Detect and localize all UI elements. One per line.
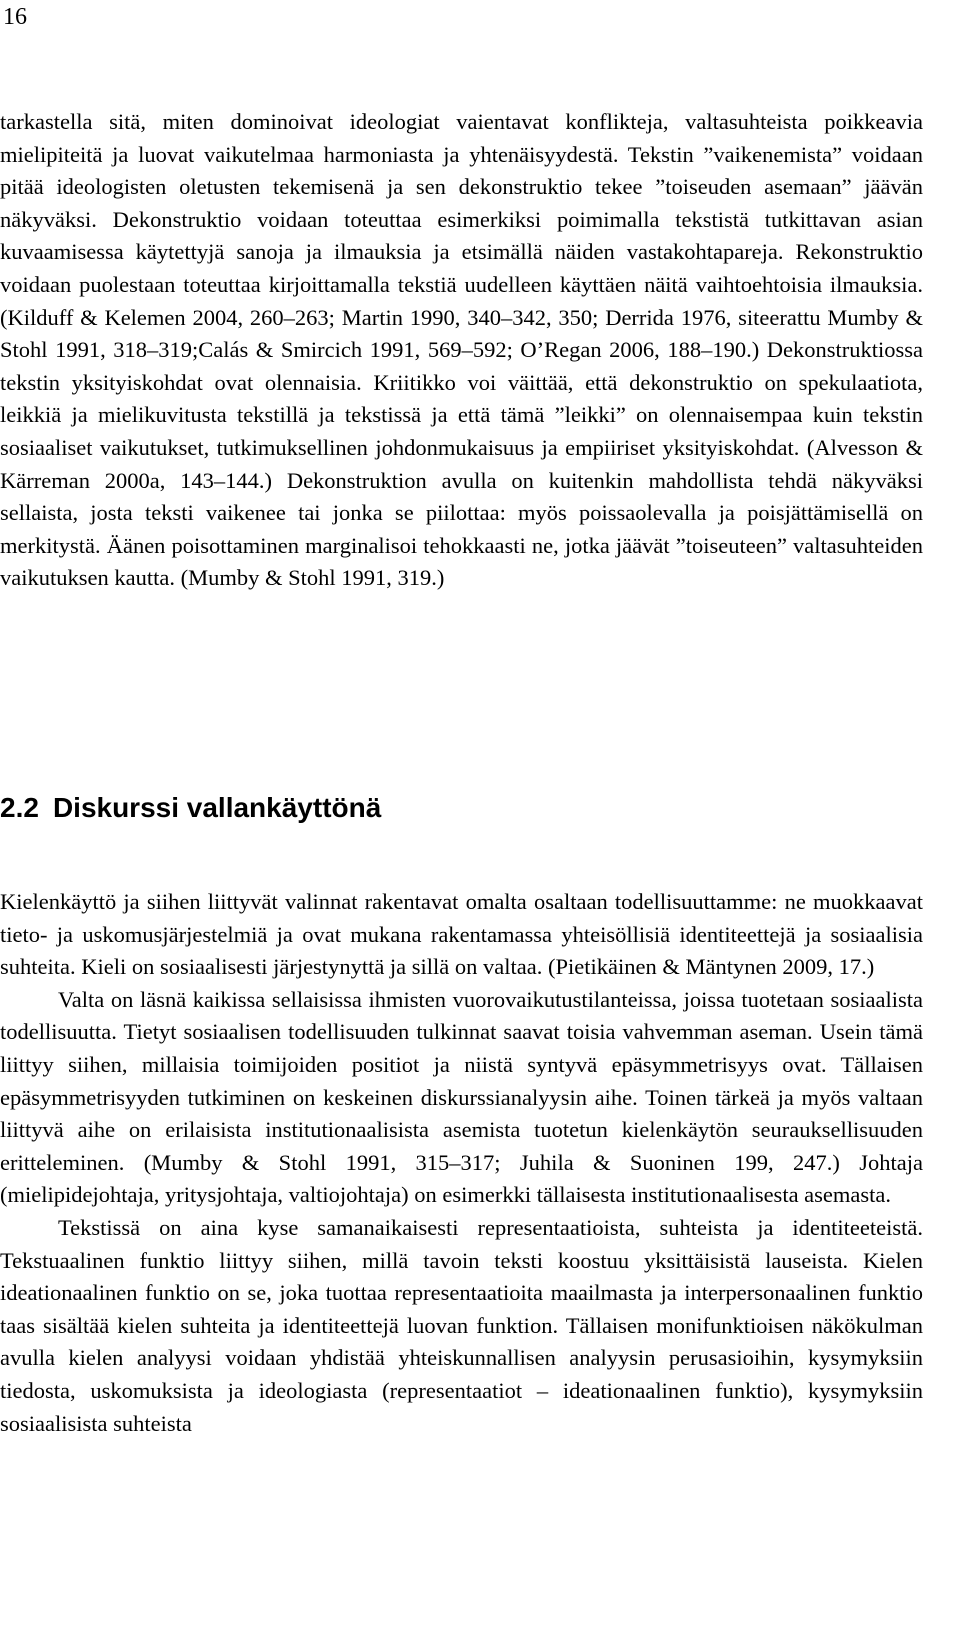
section-paragraph-3: Tekstissä on aina kyse samanaikaisesti representaatioista, suhteista ja identiteeteistä. Tekstuaalinen funktio liittyy siihen, millä tavoin teksti koostuu yksittäisistä lauseista. Kielen ideationaalinen funktio on se, joka tuottaa representaatioita maailmasta ja interpersonaalinen funktio taas sisältää kielen suhteita ja identiteettejä luovan funktion. Tällaisen monifunktioisen näkökulman avulla kielen analyysi voidaan yhdistää yhteiskunnallisen analyysin perusasioihin, kysymyksiin tiedosta, uskomuksista ja ideologiasta (representaatiot – ideationaalinen funktio), kysymyksiin sosiaalisista suhteista (0, 1214, 923, 1436)
section-paragraph-2: Valta on läsnä kaikissa sellaisissa ihmisten vuorovaikutustilanteissa, joissa tuotetaan sosiaalista todellisuutta. Tietyt sosiaalisen todellisuuden tulkinnat saavat toisia vahvemman aseman. Usein tämä liittyy siihen, millaisia toimijoiden positiot ja niistä syntyvä epäsymmetrisyys ovat. Tällaisen epäsymmetrisyyden tutkiminen on keskeinen diskurssianalyysin aihe. Toinen tärkeä ja myös valtaan liittyvä aihe on erilaisista institutionaalisista asemista tuotetun kielenkäytön seurauksellisuuden eritteleminen. (Mumby & Stohl 1991, 315–317; Juhila & Suoninen 199, 247.) Johtaja (mielipidejohtaja, yritysjohtaja, valtiojohtaja) on esimerkki tällaisesta institutionaalisesta asemasta. (0, 986, 923, 1208)
section-number: 2.2 (0, 792, 39, 823)
section-heading (0, 788, 381, 828)
page-number: 16 (3, 4, 27, 30)
section-title: Diskurssi vallankäyttönä (52, 792, 382, 823)
section-body (0, 886, 923, 1440)
section-paragraph-1: Kielenkäyttö ja siihen liittyvät valinnat rakentavat omalta osaltaan todellisuuttamme: ne muokkaavat tieto- ja uskomusjärjestelmiä ja ovat mukana rakentamassa yhteisöllisiä identiteettejä ja sosiaalisia suhteita. Kieli on sosiaalisesti järjestynyttä ja sillä on valtaa. (Pietikäinen & Mäntynen 2009, 17.) (0, 889, 923, 980)
body-paragraph: tarkastella sitä, miten dominoivat ideologiat vaientavat konflikteja, valtasuhteista poikkeavia mielipiteitä ja luovat vaikutelmaa harmoniasta ja yhtenäisyydestä. Tekstin ”vaikenemista” voidaan pitää ideologisten oletusten tekemisenä ja sen dekonstruktio tekee ”toiseuden asemaan” jäävän näkyväksi. Dekonstruktio voidaan toteuttaa esimerkiksi poimimalla tekstistä tutkittavan asian kuvaamisessa käytettyjä sanoja ja ilmauksia ja etsimällä näiden vastakohtapareja. Rekonstruktio voidaan puolestaan toteuttaa kirjoittamalla tekstiä uudelleen käyttäen näitä vaihtoehtoisia ilmauksia. (Kilduff & Kelemen 2004, 260–263; Martin 1990, 340–342, 350; Derrida 1976, siteerattu Mumby & Stohl 1991, 318–319;Calás & Smircich 1991, 569–592; O’Regan 2006, 188–190.) Dekonstruktiossa tekstin yksityiskohdat ovat olennaisia. Kriitikko voi väittää, että dekonstruktio on spekulaatiota, leikkiä ja mielikuvitusta tekstillä ja tekstissä ja että tämä ”leikki” on olennaisempaa kuin tekstin sosiaaliset vaikutukset, tutkimuksellinen johdonmukaisuus ja empiiriset yksityiskohdat. (Alvesson & Kärreman 2000a, 143–144.) Dekonstruktion avulla on kuitenkin mahdollista tehdä näkyväksi sellaista, josta teksti vaikenee tai jonka se piilottaa: myös poissaolevalla ja poisjättämisellä on merkitystä. Äänen poisottaminen marginalisoi tehokkaasti ne, jotka jäävät ”toiseuteen” valtasuhteiden vaikutuksen kautta. (Mumby & Stohl 1991, 319.) (0, 109, 923, 591)
